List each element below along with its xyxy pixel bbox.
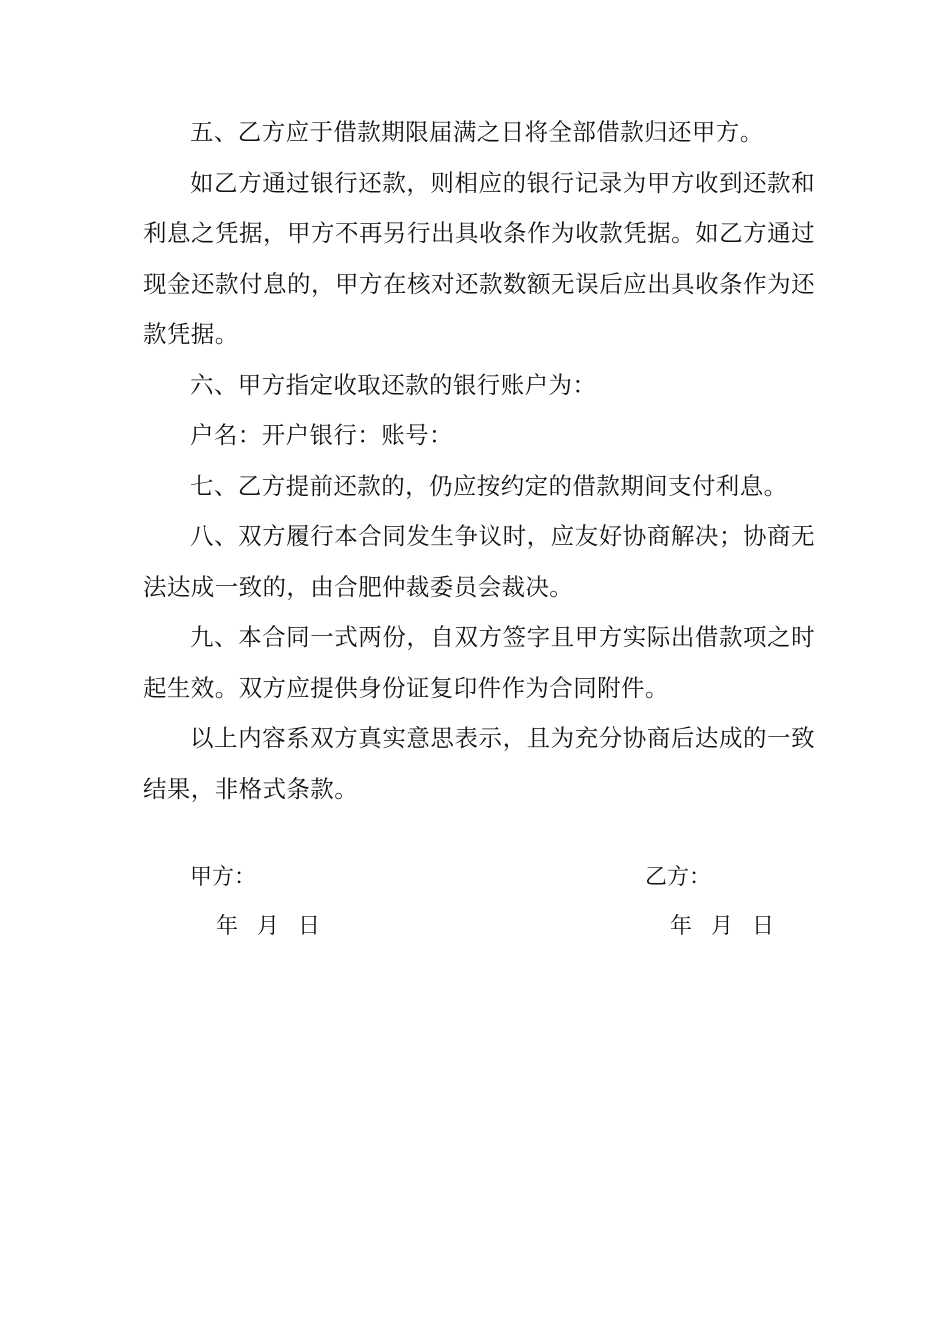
clause-8-dispute-resolution: 八、双方履行本合同发生争议时，应友好协商解决；协商无法达成一致的，由合肥仲裁委员会裁决。 <box>143 522 815 601</box>
bank-account-details: 户名：开户银行：账号： <box>190 421 453 449</box>
closing-statement: 以上内容系双方真实意思表示，且为充分协商后达成的一致结果，非格式条款。 <box>143 724 815 803</box>
party-a-date: 年 月 日 <box>216 914 320 939</box>
party-a-signature-label: 甲方： <box>190 865 257 890</box>
clause-9-effectiveness: 九、本合同一式两份，自双方签字且甲方实际出借款项之时起生效。双方应提供身份证复印件作为合同附件。 <box>143 623 815 702</box>
repayment-evidence-paragraph: 如乙方通过银行还款，则相应的银行记录为甲方收到还款和利息之凭据，甲方不再另行出具收条作为收款凭据。如乙方通过现金还款付息的，甲方在核对还款数额无误后应出具收条作为还款凭据。 <box>143 168 815 348</box>
contract-body <box>143 107 815 814</box>
clause-7-early-repayment: 七、乙方提前还款的，仍应按约定的借款期间支付利息。 <box>190 471 788 500</box>
clause-6-bank-account: 六、甲方指定收取还款的银行账户为： <box>190 370 597 399</box>
party-b-date: 年 月 日 <box>670 914 774 939</box>
party-b-signature-label: 乙方： <box>645 865 712 890</box>
clause-5-repayment: 五、乙方应于借款期限届满之日将全部借款归还甲方。 <box>190 118 764 146</box>
